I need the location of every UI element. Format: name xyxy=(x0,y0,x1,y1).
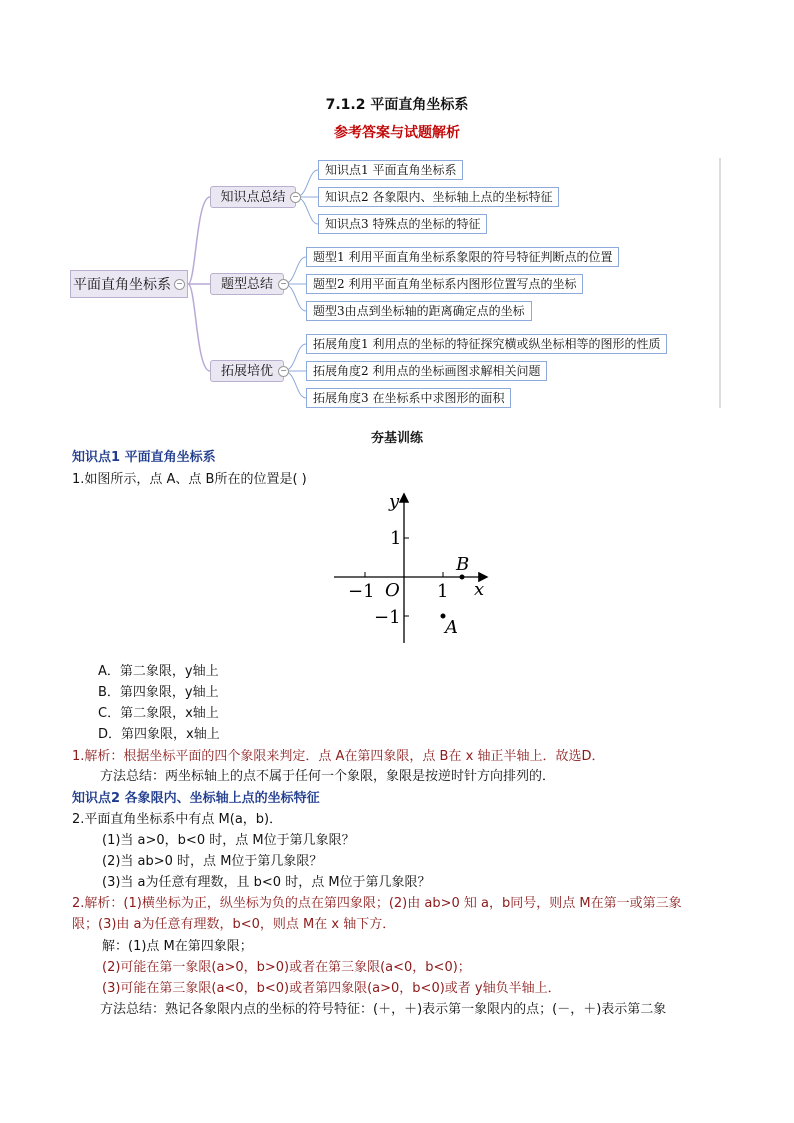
page-title: 7.1.2 平面直角坐标系 xyxy=(325,97,469,113)
point-b-label: B xyxy=(456,554,470,575)
question-1: 1.如图所示，点 A、点 B所在的位置是( ) xyxy=(72,472,307,487)
question-2-sub-1: (1)当 a>0，b<0 时，点 M位于第几象限？ xyxy=(102,833,355,848)
page-subtitle: 参考答案与试题解析 xyxy=(334,125,460,141)
mindmap-branch-extension: 拓展培优 xyxy=(210,360,284,382)
option-c: C．第二象限，x轴上 xyxy=(98,706,219,721)
point-b-marker xyxy=(460,575,465,580)
section-heading: 夯基训练 xyxy=(370,431,423,446)
solution-line-2: (2)可能在第一象限(a>0，b>0)或者在第三象限(a<0，b<0)； xyxy=(102,960,471,975)
answer-2-line-1: 2.解析：(1)横坐标为正，纵坐标为负的点在第四象限；(2)由 ab>0 知 a，b同号，则点 M在第一或第三象 xyxy=(72,896,682,911)
mindmap-leaf: 知识点1 平面直角坐标系 xyxy=(318,160,463,180)
answer-1: 1.解析：根据坐标平面的四个象限来判定．点 A在第四象限，点 B在 x 轴正半轴上．故选D． xyxy=(72,749,605,764)
coordinate-figure xyxy=(332,487,492,647)
method-summary-2: 方法总结：熟记各象限内点的坐标的符号特征：(＋，＋)表示第一象限内的点；(－，＋)表示第二象 xyxy=(100,1002,667,1017)
answer-2-line-2: 限；(3)由 a为任意有理数，b<0，则点 M在 x 轴下方． xyxy=(72,917,396,932)
point-a-label: A xyxy=(445,617,458,638)
mindmap-connectors xyxy=(0,0,794,420)
solution-line-3: (3)可能在第三象限(a<0，b<0)或者第四象限(a>0，b<0)或者 y轴负半轴上． xyxy=(102,981,561,996)
mindmap-leaf: 题型3由点到坐标轴的距离确定点的坐标 xyxy=(306,301,532,321)
solution-line-1: 解：(1)点 M在第四象限； xyxy=(102,939,253,954)
y-tick-label: −1 xyxy=(374,607,401,628)
question-2-sub-2: (2)当 ab>0 时，点 M位于第几象限？ xyxy=(102,854,323,869)
mindmap-root: 平面直角坐标系 xyxy=(70,270,188,298)
mindmap-leaf: 拓展角度1 利用点的坐标的特征探究横或纵坐标相等的图形的性质 xyxy=(306,334,667,354)
collapse-icon[interactable]: − xyxy=(174,279,185,290)
collapse-icon[interactable]: − xyxy=(278,366,289,377)
mindmap-leaf: 拓展角度3 在坐标系中求图形的面积 xyxy=(306,388,511,408)
x-tick-label: 1 xyxy=(437,581,449,602)
mindmap-leaf: 题型2 利用平面直角坐标系内图形位置写点的坐标 xyxy=(306,274,583,294)
mindmap-leaf: 拓展角度2 利用点的坐标画图求解相关问题 xyxy=(306,361,547,381)
mindmap-branch-types: 题型总结 xyxy=(210,273,284,295)
x-axis-label: x xyxy=(474,579,485,600)
mindmap-leaf: 题型1 利用平面直角坐标系象限的符号特征判断点的位置 xyxy=(306,247,619,267)
option-d: D．第四象限，x轴上 xyxy=(98,727,220,742)
collapse-icon[interactable]: − xyxy=(278,279,289,290)
mindmap-branch-knowledge: 知识点总结 xyxy=(210,186,296,208)
mindmap-leaf: 知识点3 特殊点的坐标的特征 xyxy=(318,214,487,234)
y-axis-label: y xyxy=(389,491,400,512)
option-b: B．第四象限，y轴上 xyxy=(98,685,219,700)
option-a: A．第二象限，y轴上 xyxy=(98,664,219,679)
question-2-sub-3: (3)当 a为任意有理数，且 b<0 时，点 M位于第几象限？ xyxy=(102,875,431,890)
y-tick-label: 1 xyxy=(390,528,402,549)
mindmap-leaf: 知识点2 各象限内、坐标轴上点的坐标特征 xyxy=(318,187,559,207)
question-2: 2.平面直角坐标系中有点 M(a，b)． xyxy=(72,812,283,827)
x-tick-label: −1 xyxy=(348,581,375,602)
method-summary-1: 方法总结：两坐标轴上的点不属于任何一个象限，象限是按逆时针方向排列的． xyxy=(100,769,556,784)
collapse-icon[interactable]: − xyxy=(290,192,301,203)
kp1-heading: 知识点1 平面直角坐标系 xyxy=(72,450,216,465)
kp2-heading: 知识点2 各象限内、坐标轴上点的坐标特征 xyxy=(72,791,320,806)
origin-label: O xyxy=(385,580,400,601)
